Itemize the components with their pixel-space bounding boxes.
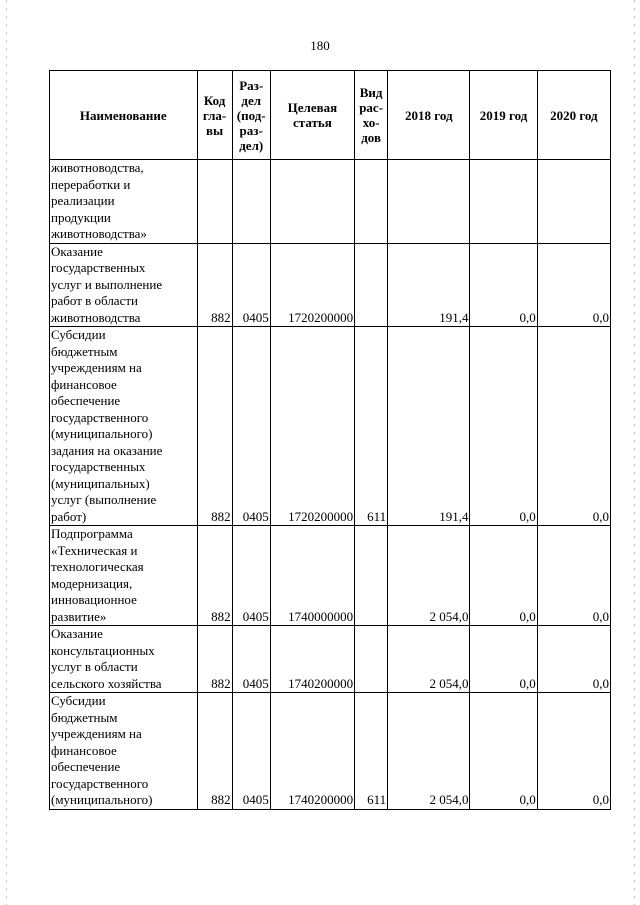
cell-name: Оказание государственных услуг и выполнение работ в области животноводства — [50, 243, 198, 327]
header-name: Наименование — [50, 71, 198, 160]
cell-expense-type: 611 — [355, 327, 388, 526]
header-section: Раз- дел (под- раз- дел) — [232, 71, 270, 160]
cell-section: 0405 — [232, 526, 270, 626]
table-row — [50, 160, 611, 244]
scan-edge-right — [634, 0, 635, 905]
cell-chapter-code: 882 — [197, 693, 232, 810]
header-row — [50, 71, 611, 160]
cell-section: 0405 — [232, 626, 270, 693]
cell-2018: 2 054,0 — [388, 526, 470, 626]
page-number: 180 — [310, 38, 330, 53]
cell-chapter-code: 882 — [197, 526, 232, 626]
cell-target-article: 1740200000 — [270, 693, 354, 810]
cell-2020: 0,0 — [537, 693, 610, 810]
cell-2020 — [537, 160, 610, 244]
cell-expense-type — [355, 243, 388, 327]
header-2019: 2019 год — [470, 71, 537, 160]
header-2020: 2020 год — [537, 71, 610, 160]
table-row — [50, 526, 611, 626]
cell-name: Субсидии бюджетным учреждениям на финансовое обеспечение государственного (муниципального) задания на оказание государственных (муниципальных) услуг (выполнение работ) — [50, 327, 198, 526]
cell-section: 0405 — [232, 327, 270, 526]
table-row — [50, 693, 611, 810]
cell-chapter-code: 882 — [197, 327, 232, 526]
table-row — [50, 243, 611, 327]
cell-name: животноводства, переработки и реализации продукции животноводства» — [50, 160, 198, 244]
cell-section — [232, 160, 270, 244]
cell-2018: 2 054,0 — [388, 693, 470, 810]
cell-name: Оказание консультационных услуг в области сельского хозяйства — [50, 626, 198, 693]
cell-2019: 0,0 — [470, 327, 537, 526]
table-row — [50, 626, 611, 693]
cell-target-article: 1720200000 — [270, 243, 354, 327]
cell-2020: 0,0 — [537, 243, 610, 327]
cell-2020: 0,0 — [537, 626, 610, 693]
cell-target-article: 1720200000 — [270, 327, 354, 526]
cell-target-article: 1740000000 — [270, 526, 354, 626]
cell-2018: 191,4 — [388, 327, 470, 526]
cell-2019: 0,0 — [470, 526, 537, 626]
cell-2019: 0,0 — [470, 693, 537, 810]
cell-chapter-code: 882 — [197, 243, 232, 327]
cell-2019: 0,0 — [470, 243, 537, 327]
budget-table — [49, 70, 611, 810]
header-expense-type: Вид рас- хо- дов — [355, 71, 388, 160]
cell-target-article — [270, 160, 354, 244]
header-target-article: Целевая статья — [270, 71, 354, 160]
cell-chapter-code — [197, 160, 232, 244]
cell-2019: 0,0 — [470, 626, 537, 693]
cell-2018: 191,4 — [388, 243, 470, 327]
scan-edge-left — [6, 0, 7, 905]
cell-2019 — [470, 160, 537, 244]
cell-chapter-code: 882 — [197, 626, 232, 693]
cell-section: 0405 — [232, 243, 270, 327]
cell-expense-type — [355, 626, 388, 693]
cell-name: Субсидии бюджетным учреждениям на финансовое обеспечение государственного (муниципального) — [50, 693, 198, 810]
table-row — [50, 327, 611, 526]
cell-2020: 0,0 — [537, 526, 610, 626]
cell-section: 0405 — [232, 693, 270, 810]
cell-2018 — [388, 160, 470, 244]
cell-2018: 2 054,0 — [388, 626, 470, 693]
cell-name: Подпрограмма «Техническая и технологическая модернизация, инновационное развитие» — [50, 526, 198, 626]
cell-2020: 0,0 — [537, 327, 610, 526]
cell-expense-type — [355, 526, 388, 626]
header-chapter-code: Код гла- вы — [197, 71, 232, 160]
cell-expense-type — [355, 160, 388, 244]
cell-target-article: 1740200000 — [270, 626, 354, 693]
header-2018: 2018 год — [388, 71, 470, 160]
cell-expense-type: 611 — [355, 693, 388, 810]
